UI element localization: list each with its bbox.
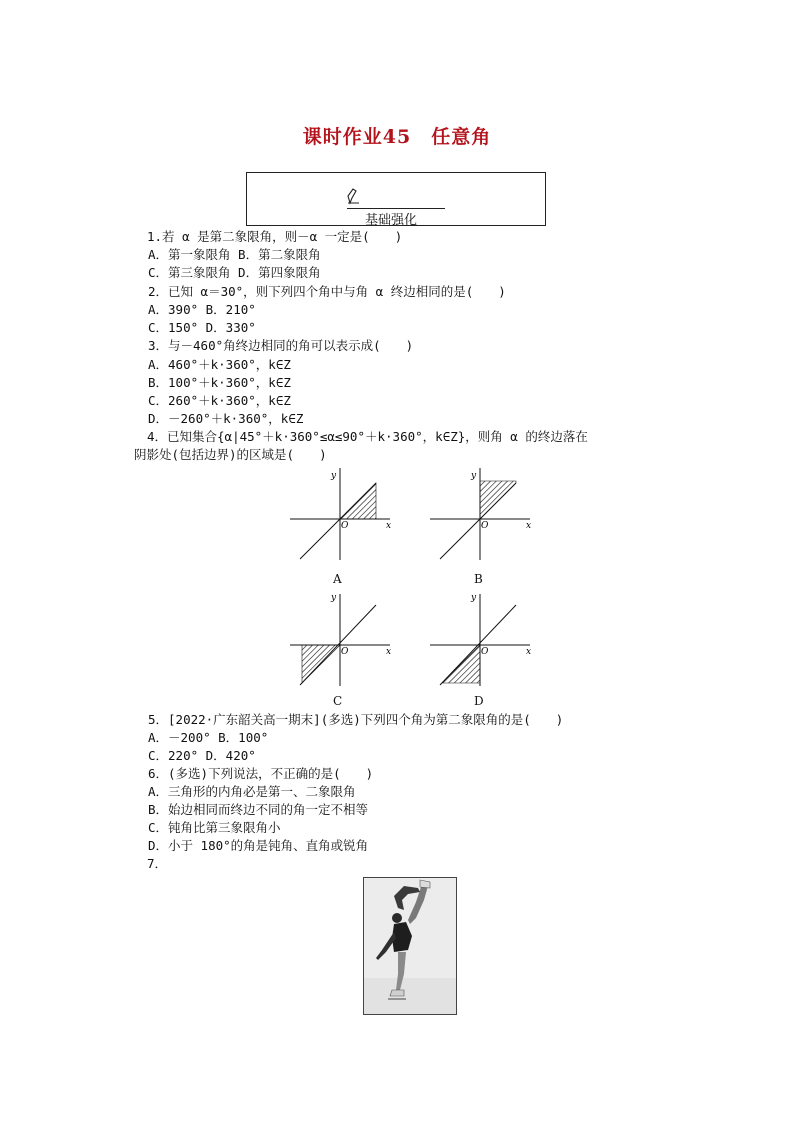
figure-b-diagram: [428, 464, 538, 564]
q6-option-c: C．钝角比第三象限角小: [148, 820, 281, 835]
q5-options-cd: C．220° D．420°: [148, 748, 256, 763]
q1-options-ab: A．第一象限角 B．第二象限角: [148, 247, 321, 262]
terminal-line: [440, 483, 516, 559]
y-axis-label: y: [331, 593, 337, 603]
figure-b-label: B: [474, 572, 483, 586]
figure-c-diagram: [288, 590, 398, 690]
terminal-line: [300, 483, 376, 559]
y-axis-label: y: [471, 471, 477, 481]
origin-label: O: [341, 521, 349, 531]
q4-stem-cont: 阴影处(包括边界)的区域是( ): [134, 447, 327, 462]
x-axis-label: x: [386, 521, 392, 531]
q6-option-a: A．三角形的内角必是第一、二象限角: [148, 784, 356, 799]
q3-option-d: D．－260°＋k·360°，k∈Z: [148, 411, 304, 426]
q5-options-ab: A．－200° B．100°: [148, 730, 269, 745]
q3-stem: 3．与－460°角终边相同的角可以表示成( ): [148, 338, 414, 353]
q2-stem: 2．已知 α＝30°，则下列四个角中与角 α 终边相同的是( ): [148, 284, 506, 299]
figure-a-diagram: [288, 464, 398, 564]
figure-d-diagram: [428, 590, 538, 690]
page-title: 课时作业45 任意角: [302, 126, 492, 148]
origin-label: O: [341, 647, 349, 657]
y-axis-label: y: [471, 593, 477, 603]
q2-options-cd: C．150° D．330°: [148, 320, 256, 335]
q4-stem: 4．已知集合{α|45°＋k·360°≤α≤90°＋k·360°，k∈Z}，则角 α 的终边落在: [147, 429, 588, 444]
y-axis-label: y: [331, 471, 337, 481]
q7-stem: 7．: [147, 856, 168, 871]
q3-option-a: A．460°＋k·360°，k∈Z: [148, 357, 291, 372]
origin-label: O: [481, 521, 489, 531]
q6-stem: 6．(多选)下列说法，不正确的是( ): [148, 766, 374, 781]
q3-option-c: C．260°＋k·360°，k∈Z: [148, 393, 291, 408]
q5-stem: 5．[2022·广东韶关高一期末](多选)下列四个角为第二象限角的是( ): [148, 712, 564, 727]
figure-skater-image: [364, 878, 456, 1014]
section-label: 基础强化: [365, 213, 418, 228]
figure-a-label: A: [333, 572, 342, 586]
figure-c-label: C: [333, 694, 343, 708]
origin-label: O: [481, 647, 489, 657]
x-axis-label: x: [526, 647, 532, 657]
q6-option-d: D．小于 180°的角是钝角、直角或锐角: [148, 838, 369, 853]
q3-option-b: B．100°＋k·360°，k∈Z: [148, 375, 291, 390]
figure-skater-photo: [363, 877, 457, 1015]
x-axis-label: x: [526, 521, 532, 531]
q2-options-ab: A．390° B．210°: [148, 302, 256, 317]
q1-stem: 1.若 α 是第二象限角，则－α 一定是( ): [147, 229, 403, 244]
figure-d-label: D: [474, 694, 484, 708]
q6-option-b: B．始边相同而终边不同的角一定不相等: [148, 802, 369, 817]
x-axis-label: x: [386, 647, 392, 657]
section-header-box: [246, 172, 546, 226]
q1-options-cd: C．第三象限角 D．第四象限角: [148, 265, 321, 280]
pencil-icon: [347, 187, 361, 205]
